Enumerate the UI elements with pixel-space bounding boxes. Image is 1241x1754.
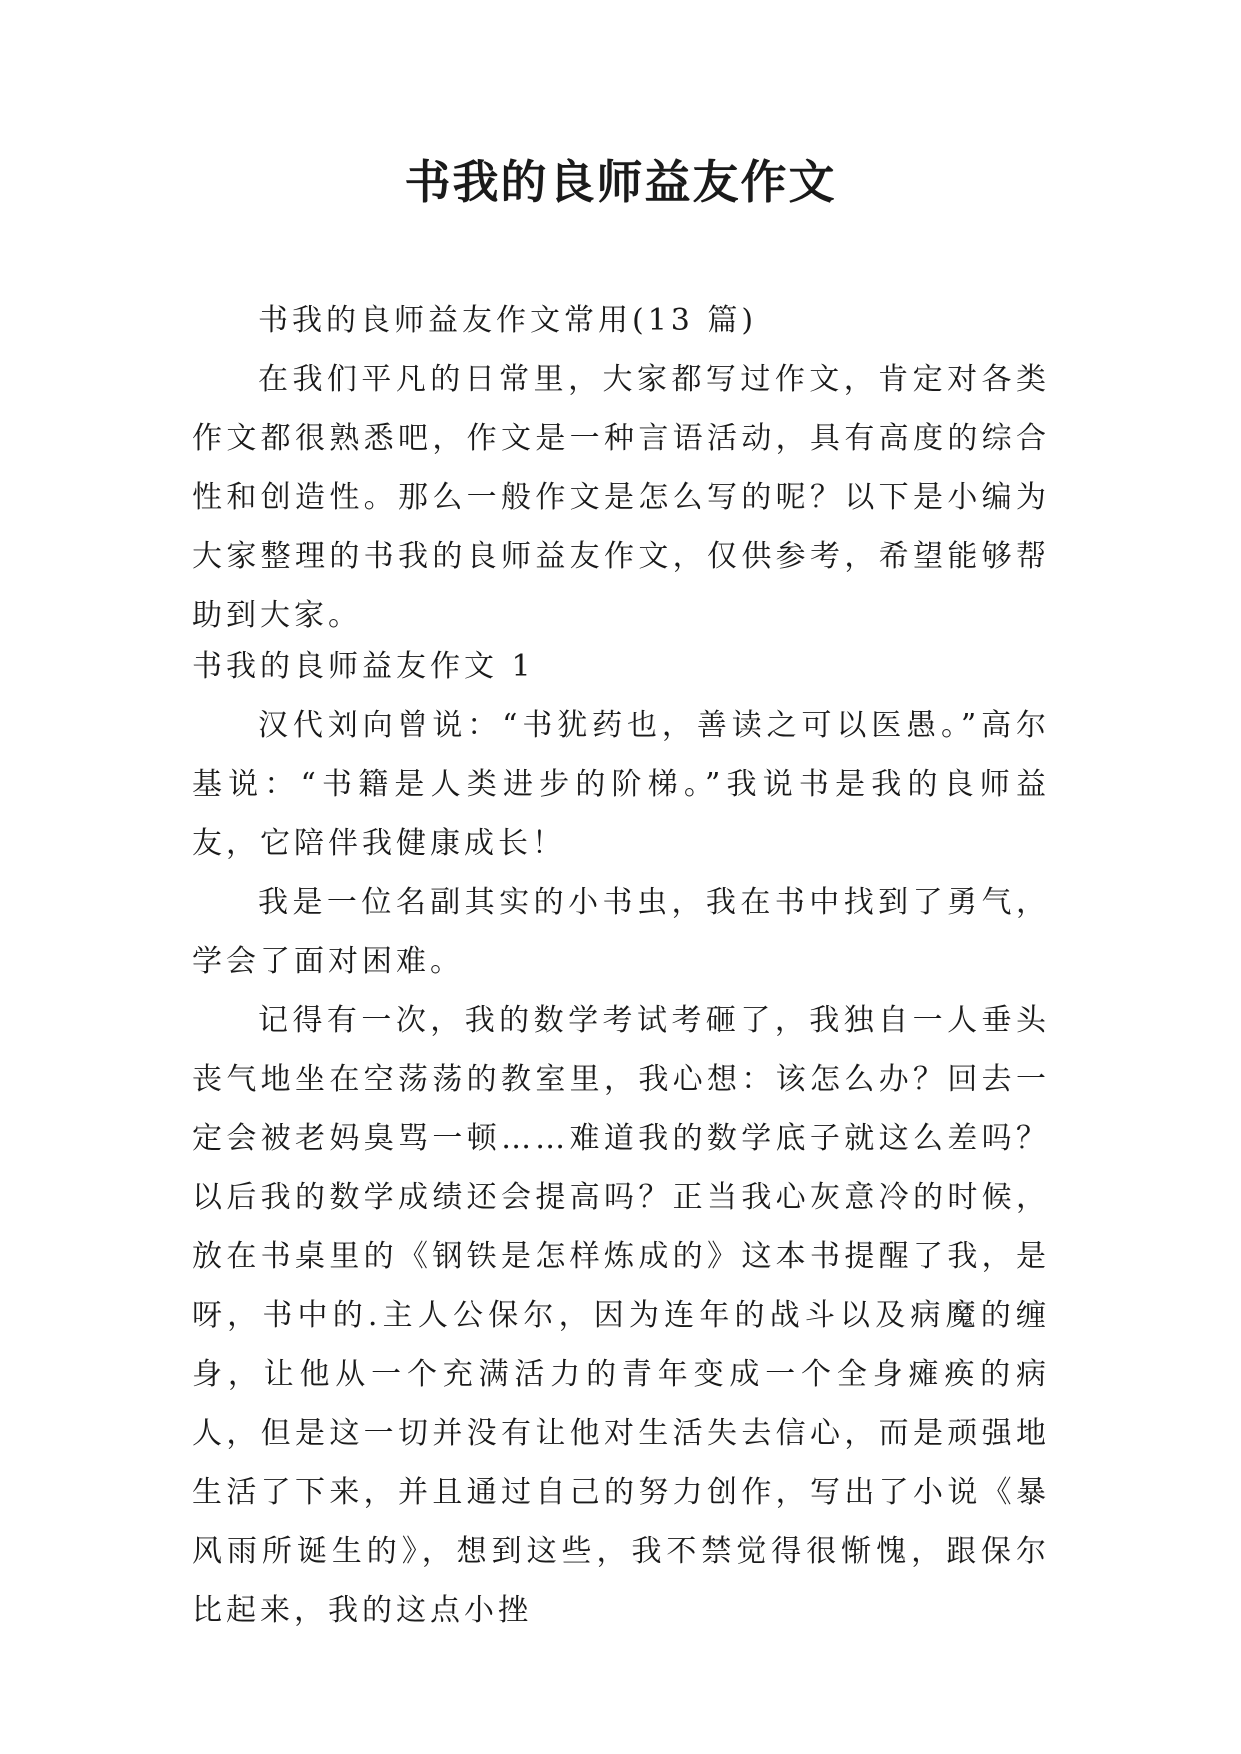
document-title: 书我的良师益友作文 xyxy=(404,155,837,209)
intro-paragraph: 在我们平凡的日常里，大家都写过作文，肯定对各类作文都很熟悉吧，作文是一种言语活动，具有高度的综合性和创造性。那么一般作文是怎么写的呢？以下是小编为大家整理的书我的良师益友作文，仅供参考，希望能够帮助到大家。 xyxy=(192,362,1050,633)
body-paragraph: 记得有一次，我的数学考试考砸了，我独自一人垂头丧气地坐在空荡荡的教室里，我心想：该怎么办？回去一定会被老妈臭骂一顿……难道我的数学底子就这么差吗？以后我的数学成绩还会提高吗？正当我心灰意冷的时候，放在书桌里的《钢铁是怎样炼成的》这本书提醒了我，是呀，书中的.主人公保尔，因为连年的战斗以及病魔的缠身，让他从一个充满活力的青年变成一个全身瘫痪的病人，但是这一切并没有让他对生活失去信心，而是顽强地生活了下来，并且通过自己的努力创作，写出了小说《暴风雨所诞生的》，想到这些，我不禁觉得很惭愧，跟保尔比起来，我的这点小挫 xyxy=(192,1003,1050,1628)
document-subtitle: 书我的良师益友作文常用(13 篇) xyxy=(258,303,758,338)
body-paragraph: 我是一位名副其实的小书虫，我在书中找到了勇气，学会了面对困难。 xyxy=(192,885,1050,979)
section-heading: 书我的良师益友作文 1 xyxy=(192,649,535,684)
body-paragraph: 汉代刘向曾说：“书犹药也，善读之可以医愚。”高尔基说：“书籍是人类进步的阶梯。”我说书是我的良师益友，它陪伴我健康成长！ xyxy=(192,708,1050,861)
